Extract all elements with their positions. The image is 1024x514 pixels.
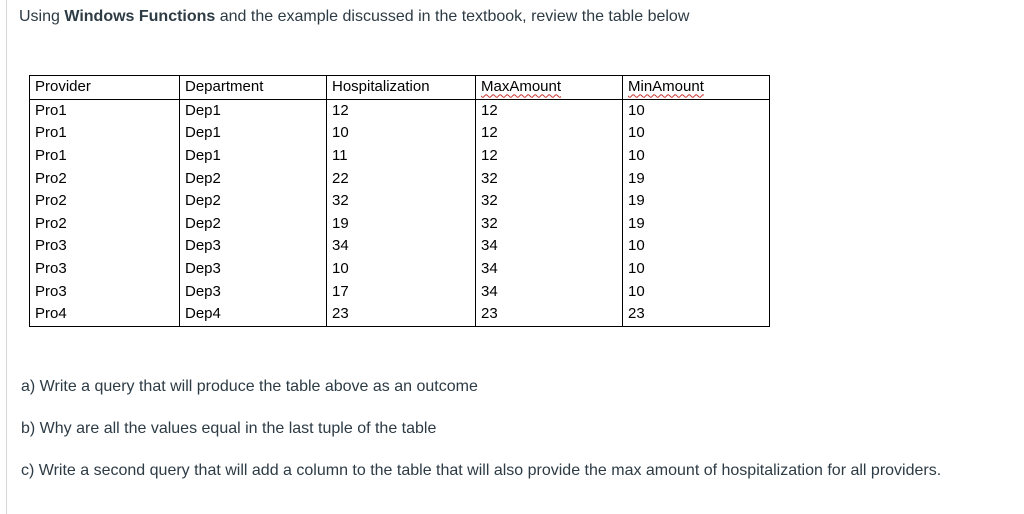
- header-provider: Provider: [30, 76, 180, 100]
- cell-maxamount: 12: [476, 99, 623, 122]
- cell-hospitalization: 34: [327, 235, 476, 258]
- cell-department: Dep1: [180, 99, 327, 122]
- cell-minamount: 23: [623, 303, 770, 326]
- cell-provider: Pro1: [30, 122, 180, 145]
- cell-hospitalization: 23: [327, 303, 476, 326]
- cell-hospitalization: 32: [327, 190, 476, 213]
- cell-provider: Pro3: [30, 258, 180, 281]
- intro-text: [19, 7, 689, 27]
- table-row: [30, 145, 770, 168]
- cell-minamount: 19: [623, 190, 770, 213]
- question-b: b) Why are all the values equal in the last tuple of the table: [21, 420, 437, 437]
- cell-minamount: 10: [623, 145, 770, 168]
- table-row: [30, 213, 770, 236]
- intro-after: and the example discussed in the textbook, review the table below: [215, 8, 690, 25]
- cell-department: Dep2: [180, 167, 327, 190]
- header-minamount-label: MinAmount: [628, 78, 704, 96]
- intro-before: Using: [19, 8, 65, 25]
- cell-department: Dep2: [180, 213, 327, 236]
- table-row: [30, 258, 770, 281]
- header-maxamount-label: MaxAmount: [481, 78, 562, 96]
- header-minamount: [623, 76, 770, 100]
- cell-maxamount: 23: [476, 303, 623, 326]
- left-border-rule: [6, 0, 7, 514]
- cell-department: Dep3: [180, 235, 327, 258]
- cell-maxamount: 12: [476, 145, 623, 168]
- cell-maxamount: 34: [476, 258, 623, 281]
- table-row: [30, 235, 770, 258]
- cell-department: Dep1: [180, 145, 327, 168]
- cell-maxamount: 32: [476, 167, 623, 190]
- cell-department: Dep1: [180, 122, 327, 145]
- cell-hospitalization: 12: [327, 99, 476, 122]
- cell-department: Dep2: [180, 190, 327, 213]
- cell-provider: Pro2: [30, 190, 180, 213]
- table-row: [30, 280, 770, 303]
- cell-minamount: 10: [623, 99, 770, 122]
- table-body: [30, 99, 770, 326]
- cell-maxamount: 32: [476, 213, 623, 236]
- cell-hospitalization: 17: [327, 280, 476, 303]
- cell-minamount: 10: [623, 258, 770, 281]
- header-maxamount: [476, 76, 623, 100]
- cell-provider: Pro1: [30, 145, 180, 168]
- header-hospitalization: Hospitalization: [327, 76, 476, 100]
- table-row: [30, 122, 770, 145]
- header-department: Department: [180, 76, 327, 100]
- cell-hospitalization: 19: [327, 213, 476, 236]
- cell-minamount: 10: [623, 235, 770, 258]
- cell-hospitalization: 10: [327, 258, 476, 281]
- intro-bold: Windows Functions: [64, 8, 216, 25]
- cell-provider: Pro3: [30, 235, 180, 258]
- table-row: [30, 167, 770, 190]
- cell-hospitalization: 22: [327, 167, 476, 190]
- cell-maxamount: 32: [476, 190, 623, 213]
- cell-provider: Pro2: [30, 167, 180, 190]
- table-header-row: [30, 76, 770, 100]
- cell-hospitalization: 11: [327, 145, 476, 168]
- cell-department: Dep3: [180, 258, 327, 281]
- cell-maxamount: 34: [476, 280, 623, 303]
- cell-minamount: 19: [623, 213, 770, 236]
- table-row: [30, 190, 770, 213]
- cell-provider: Pro1: [30, 99, 180, 122]
- cell-maxamount: 34: [476, 235, 623, 258]
- cell-maxamount: 12: [476, 122, 623, 145]
- hospitalization-table: [29, 75, 770, 327]
- cell-provider: Pro4: [30, 303, 180, 326]
- cell-department: Dep4: [180, 303, 327, 326]
- question-c: c) Write a second query that will add a column to the table that will also provide the max amount of hospitalization for all providers.: [21, 462, 942, 479]
- cell-minamount: 10: [623, 122, 770, 145]
- cell-provider: Pro3: [30, 280, 180, 303]
- cell-hospitalization: 10: [327, 122, 476, 145]
- cell-minamount: 10: [623, 280, 770, 303]
- table-row: [30, 99, 770, 122]
- cell-provider: Pro2: [30, 213, 180, 236]
- cell-department: Dep3: [180, 280, 327, 303]
- cell-minamount: 19: [623, 167, 770, 190]
- table-row: [30, 303, 770, 326]
- question-a: a) Write a query that will produce the table above as an outcome: [21, 378, 478, 395]
